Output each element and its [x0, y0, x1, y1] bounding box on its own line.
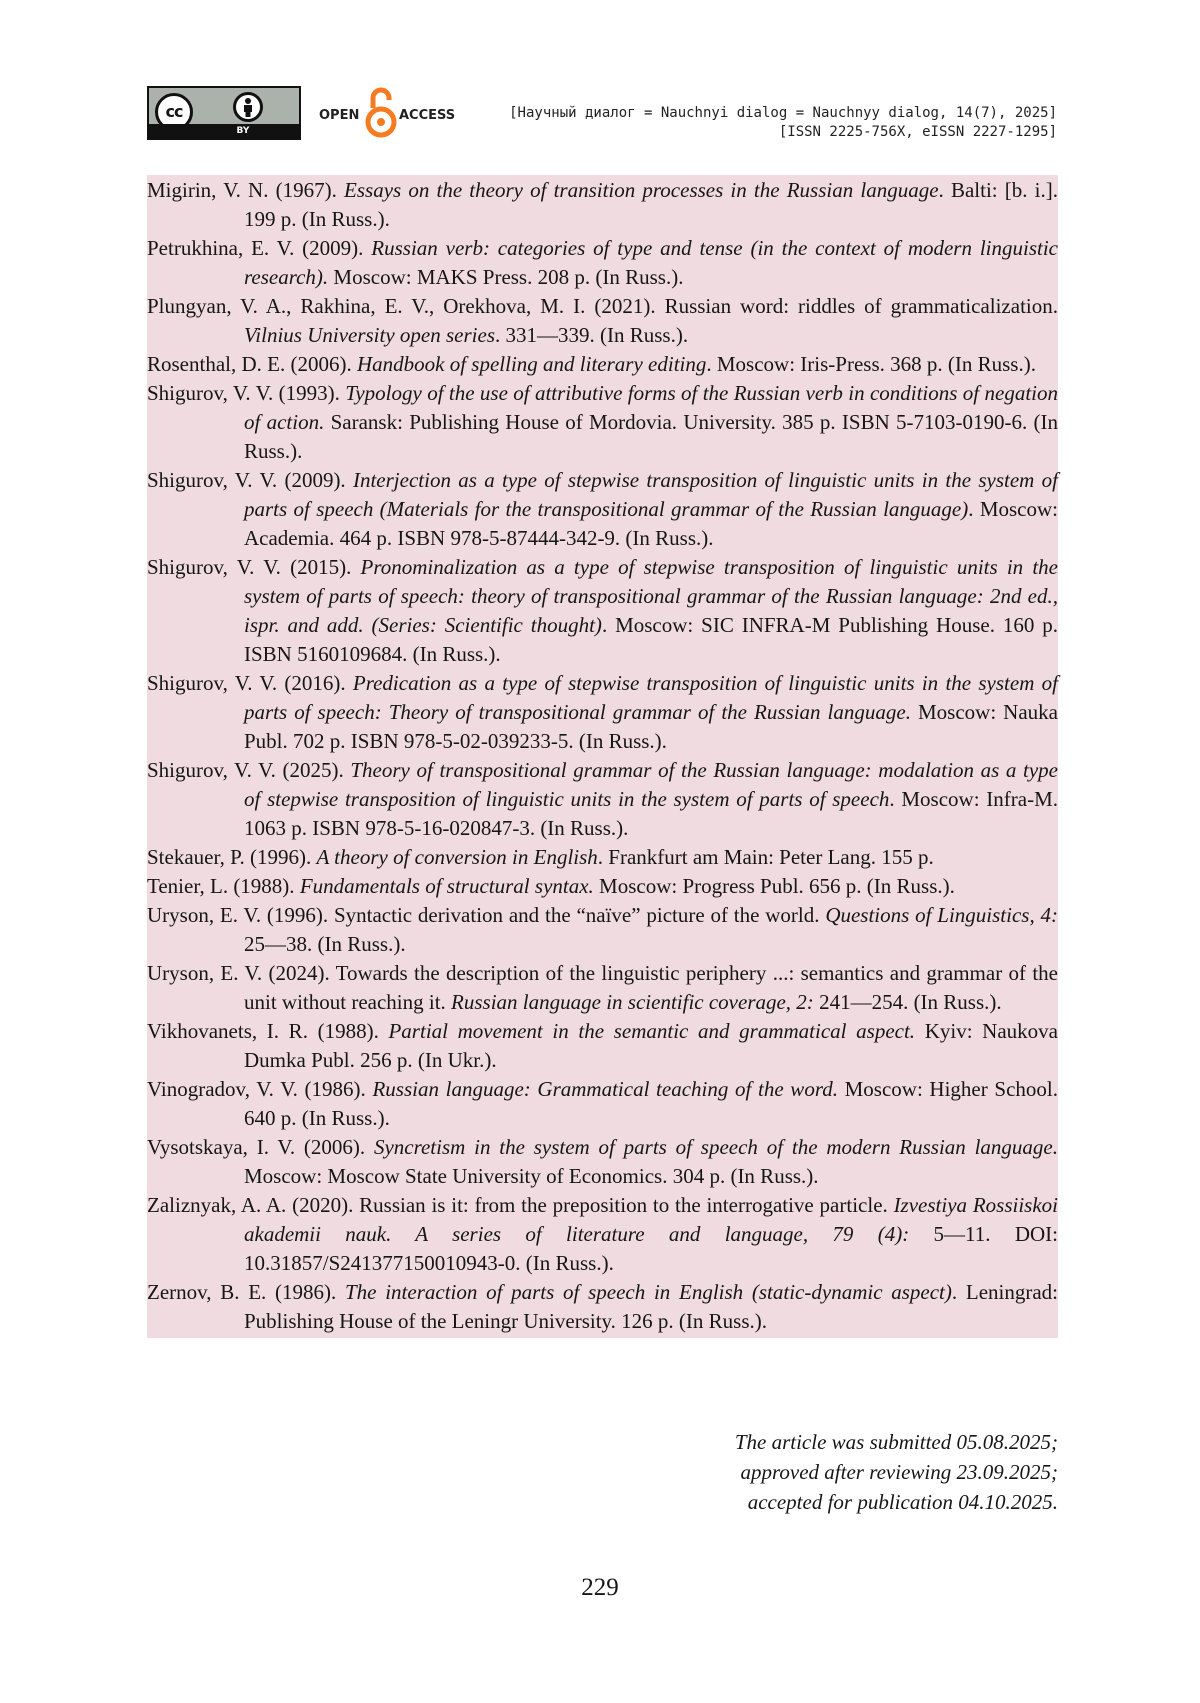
reference-text: Rosenthal, D. E. (2006).	[147, 352, 357, 376]
reference-entry	[147, 901, 1058, 959]
reference-title: Typology of the use of attributive forms of the Russian verb in conditions of negation of action.	[244, 381, 1058, 434]
submitted-date-line: The article was submitted 05.08.2025;	[734, 1430, 1058, 1454]
reference-title: Russian language in scientific coverage, 2:	[451, 990, 814, 1014]
reference-title: Interjection as a type of stepwise transposition of linguistic units in the system of parts of speech (Materials for the transpositional grammar of the Russian language)	[244, 468, 1058, 521]
reference-entry	[147, 872, 1058, 901]
license-by-label: BY	[149, 124, 299, 138]
reference-publication: Moscow: MAKS Press. 208 p. (In Russ.).	[328, 265, 684, 289]
reference-publication: . 331—339. (In Russ.).	[495, 323, 689, 347]
reference-publication: Moscow: Moscow State University of Economics. 304 p. (In Russ.).	[244, 1164, 819, 1188]
reference-entry	[147, 553, 1058, 669]
reference-title: Vilnius University open series	[244, 323, 495, 347]
reference-entry	[147, 843, 1058, 872]
reference-text: Petrukhina, E. V. (2009).	[147, 236, 372, 260]
journal-citation	[509, 104, 1057, 142]
reference-title: Essays on the theory of transition processes in the Russian language	[344, 178, 939, 202]
reference-entry	[147, 1191, 1058, 1278]
reference-entry	[147, 756, 1058, 843]
reference-text: Shigurov, V. V. (2009).	[147, 468, 353, 492]
open-word: OPEN	[319, 108, 360, 123]
reference-text: Vinogradov, V. V. (1986).	[147, 1077, 373, 1101]
reference-text: Zaliznyak, A. A. (2020). Russian is it: from the preposition to the interrogative particle.	[147, 1193, 894, 1217]
journal-issn-line: [ISSN 2225-756X, eISSN 2227-1295]	[778, 124, 1057, 140]
reference-entry	[147, 959, 1058, 1017]
approved-date-line: approved after reviewing 23.09.2025;	[740, 1460, 1058, 1484]
reference-publication: 241—254. (In Russ.).	[813, 990, 1002, 1014]
reference-publication: . Balti: [b. i.]. 199 p. (In Russ.).	[244, 178, 1058, 231]
reference-text: Migirin, V. N. (1967).	[147, 178, 345, 202]
reference-entry	[147, 1017, 1058, 1075]
reference-title: The interaction of parts of speech in English (static-dynamic aspect)	[344, 1280, 952, 1304]
cc-by-license-badge[interactable]	[147, 86, 301, 140]
reference-publication: Moscow: Higher School. 640 p. (In Russ.).	[244, 1077, 1058, 1130]
reference-entry	[147, 176, 1058, 234]
reference-title: Questions of Linguistics, 4:	[825, 903, 1058, 927]
reference-entry	[147, 466, 1058, 553]
reference-entry	[147, 292, 1058, 350]
reference-entry	[147, 1075, 1058, 1133]
reference-text: Tenier, L. (1988).	[147, 874, 300, 898]
reference-title: Fundamentals of structural syntax.	[299, 874, 594, 898]
reference-publication: . Frankfurt am Main: Peter Lang. 155 p.	[597, 845, 934, 869]
reference-publication: 25—38. (In Russ.).	[244, 932, 406, 956]
reference-title: A theory of conversion in English	[316, 845, 598, 869]
reference-title: Partial movement in the semantic and grammatical aspect.	[388, 1019, 916, 1043]
reference-text: Shigurov, V. V. (2025).	[147, 758, 351, 782]
reference-entry	[147, 350, 1058, 379]
creative-commons-icon: cc	[155, 93, 193, 131]
reference-entry	[147, 1278, 1058, 1336]
reference-text: Uryson, E. V. (2024). Towards the description of the linguistic periphery ...: semantics and grammar of the unit without reaching it.	[147, 961, 1058, 1014]
reference-title: Russian language: Grammatical teaching of the word.	[372, 1077, 838, 1101]
reference-title: Russian verb: categories of type and tense (in the context of modern linguistic research).	[244, 236, 1058, 289]
reference-entry	[147, 669, 1058, 756]
reference-text: Stekauer, P. (1996).	[147, 845, 317, 869]
references-list	[147, 175, 1058, 1338]
reference-text: Vysotskaya, I. V. (2006).	[147, 1135, 374, 1159]
reference-title: Handbook of spelling and literary editing	[356, 352, 707, 376]
reference-title: Predication as a type of stepwise transposition of linguistic units in the system of parts of speech: Theory of transpositional grammar of the Russian language.	[244, 671, 1058, 724]
reference-text: Uryson, E. V. (1996). Syntactic derivation and the “naïve” picture of the world.	[147, 903, 826, 927]
reference-publication: Saransk: Publishing House of Mordovia. University. 385 p. ISBN 5-7103-0190-6. (In Russ.).	[244, 410, 1058, 463]
reference-text: Plungyan, V. A., Rakhina, E. V., Orekhova, M. I. (2021). Russian word: riddles of grammaticalization.	[147, 294, 1058, 318]
reference-publication: Moscow: Nauka Publ. 702 p. ISBN 978-5-02-039233-5. (In Russ.).	[244, 700, 1058, 753]
reference-text: Shigurov, V. V. (1993).	[147, 381, 346, 405]
attribution-person-icon	[233, 92, 263, 122]
submission-dates	[735, 1427, 1058, 1517]
reference-publication: . Moscow: Academia. 464 p. ISBN 978-5-87444-342-9. (In Russ.).	[244, 497, 1058, 550]
reference-publication: . Moscow: Infra-M. 1063 p. ISBN 978-5-16-020847-3. (In Russ.).	[244, 787, 1058, 840]
reference-title: Pronominalization as a type of stepwise transposition of linguistic units in the system of parts of speech: theory of transpositional grammar of the Russian language: 2nd ed., ispr. and add. (Series: Scientific thought)	[244, 555, 1058, 637]
reference-text: Zernov, B. E. (1986).	[147, 1280, 345, 1304]
page-number: 229	[581, 1574, 619, 1601]
reference-entry	[147, 234, 1058, 292]
reference-entry	[147, 379, 1058, 466]
open-access-logo	[319, 86, 469, 140]
access-word: ACCESS	[399, 108, 456, 123]
accepted-date-line: accepted for publication 04.10.2025.	[747, 1490, 1058, 1514]
journal-title-line: [Научный диалог = Nauchnyi dialog = Nauchnyy dialog, 14(7), 2025]	[509, 105, 1057, 121]
page-header	[147, 86, 1057, 142]
reference-title: Theory of transpositional grammar of the Russian language: modalation as a type of stepwise transposition of linguistic units in the system of parts of speech	[244, 758, 1059, 811]
reference-publication: Moscow: Progress Publ. 656 p. (In Russ.).	[593, 874, 955, 898]
reference-text: Shigurov, V. V. (2016).	[147, 671, 353, 695]
reference-text: Shigurov, V. V. (2015).	[147, 555, 361, 579]
reference-publication: 5—11. DOI: 10.31857/S241377150010943-0. (In Russ.).	[244, 1222, 1058, 1275]
reference-entry	[147, 1133, 1058, 1191]
reference-publication: . Moscow: SIC INFRA-M Publishing House. 160 p. ISBN 5160109684. (In Russ.).	[244, 613, 1058, 666]
reference-text: Vikhovanets, I. R. (1988).	[147, 1019, 389, 1043]
reference-title: Izvestiya Rossiiskoi akademii nauk. A series of literature and language, 79 (4):	[244, 1193, 1058, 1246]
open-access-lock-icon	[365, 86, 397, 140]
reference-title: Syncretism in the system of parts of speech of the modern Russian language.	[373, 1135, 1059, 1159]
reference-publication: . Moscow: Iris-Press. 368 p. (In Russ.).	[706, 352, 1036, 376]
reference-publication: Kyiv: Naukova Dumka Publ. 256 p. (In Ukr.).	[244, 1019, 1058, 1072]
reference-publication: . Leningrad: Publishing House of the Leningr University. 126 p. (In Russ.).	[244, 1280, 1058, 1333]
